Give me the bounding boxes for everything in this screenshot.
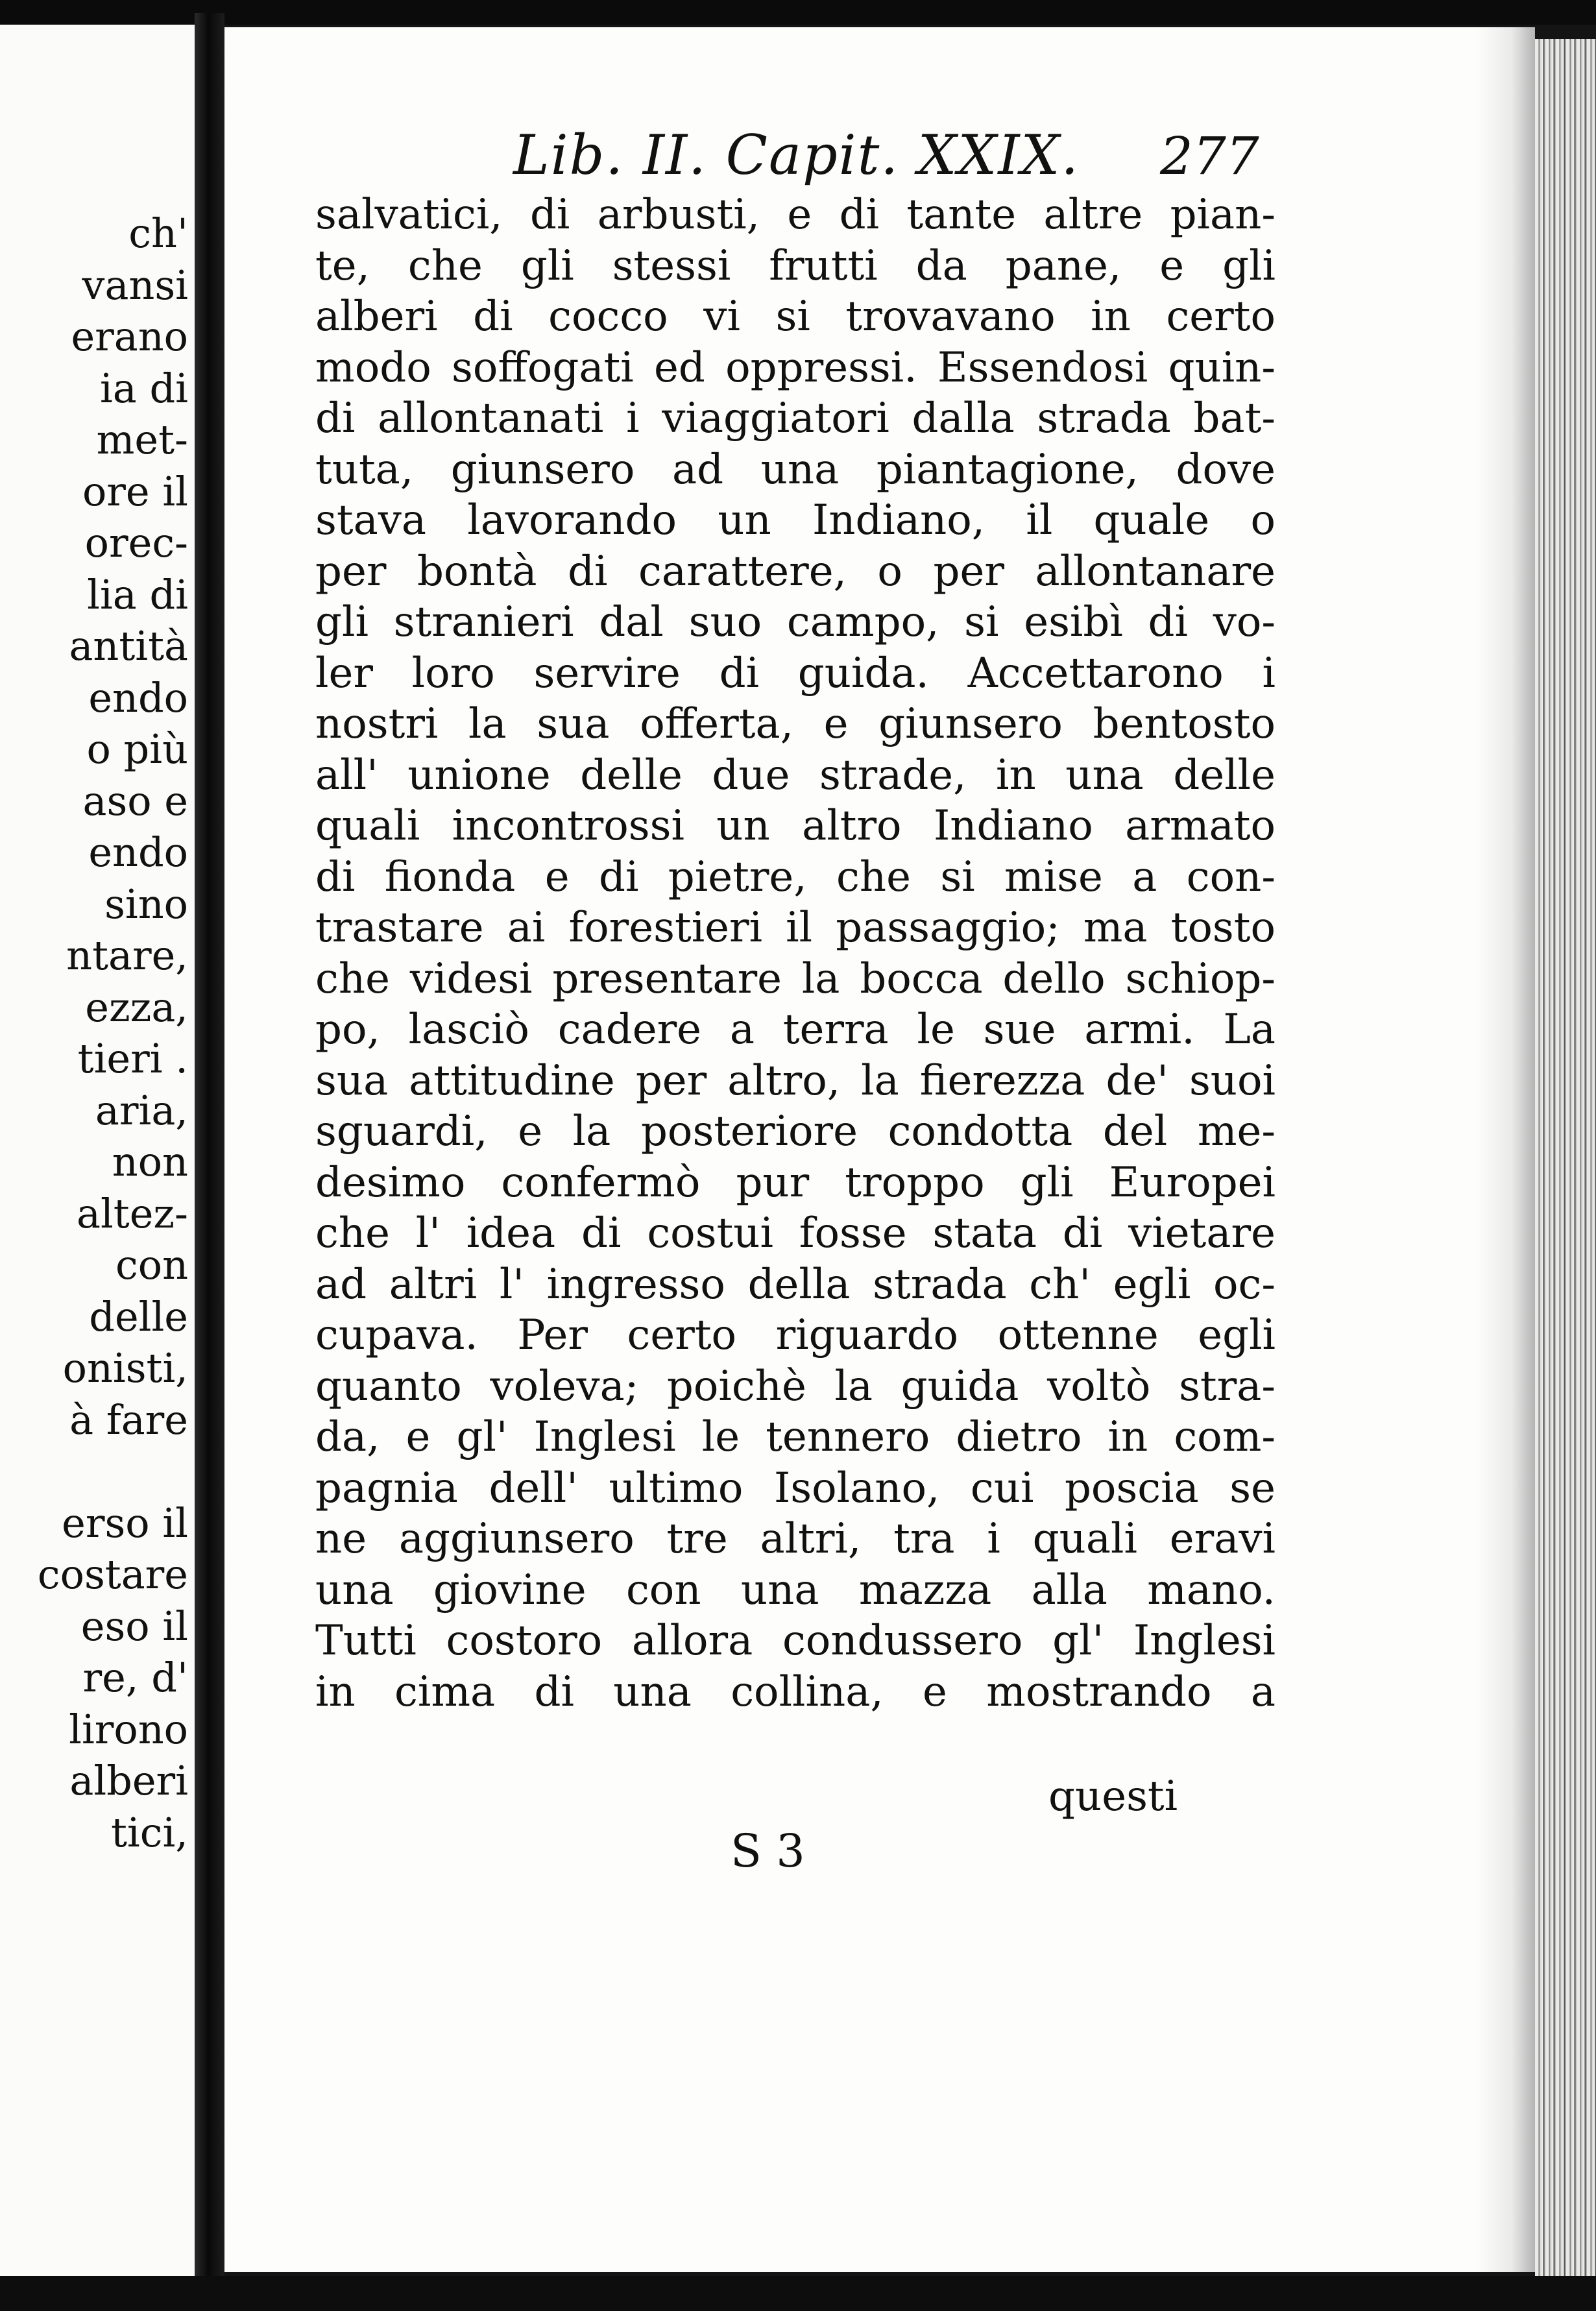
text-line: ad altri l' ingresso della strada ch' egli oc- xyxy=(315,1260,1276,1309)
previous-page xyxy=(0,25,195,2276)
previous-page-line-end: ezza, xyxy=(85,983,188,1031)
previous-page-line-end: re, d' xyxy=(82,1654,188,1701)
previous-page-line-end: ntare, xyxy=(66,932,188,979)
text-line: salvatici, di arbusti, e di tante altre pian- xyxy=(315,191,1276,239)
previous-page-line-end: eso il xyxy=(80,1602,188,1650)
previous-page-line-end: delle xyxy=(89,1292,188,1340)
text-line: tuta, giunsero ad una piantagione, dove xyxy=(315,445,1276,494)
previous-page-line-end: endo xyxy=(88,829,188,876)
previous-page-line-end: non xyxy=(112,1138,188,1185)
previous-page-line-end: sino xyxy=(104,880,188,928)
text-line: modo soffogati ed oppressi. Essendosi quin- xyxy=(315,343,1276,392)
previous-page-line-end: alberi xyxy=(69,1757,188,1804)
previous-page-line-end: aria, xyxy=(95,1086,188,1134)
catchword: questi xyxy=(1048,1773,1178,1821)
previous-page-line-end: à fare xyxy=(69,1396,188,1444)
previous-page-line-end: onisti, xyxy=(62,1344,188,1392)
text-line: sguardi, e la posteriore condotta del me- xyxy=(315,1107,1276,1156)
text-line: desimo confermò pur troppo gli Europei xyxy=(315,1158,1276,1207)
previous-page-line-end: aso e xyxy=(82,777,188,825)
previous-page-line-end: tici, xyxy=(110,1808,188,1856)
text-line: una giovine con una mazza alla mano. xyxy=(315,1566,1276,1614)
previous-page-line-ends xyxy=(0,208,188,1858)
current-page xyxy=(224,27,1535,2272)
text-line: po, lasciò cadere a terra le sue armi. La xyxy=(315,1006,1276,1054)
text-line: da, e gl' Inglesi le tennero dietro in com- xyxy=(315,1413,1276,1461)
previous-page-line-end: ia di xyxy=(99,364,188,412)
scan-top-edge xyxy=(0,0,1596,25)
previous-page-line-end: tieri . xyxy=(77,1035,188,1082)
page-body xyxy=(315,189,1276,1717)
text-line: quanto voleva; poichè la guida voltò stra- xyxy=(315,1362,1276,1410)
previous-page-line-end: met- xyxy=(96,416,188,463)
page-number: 277 xyxy=(1160,126,1259,186)
previous-page-line-end: vansi xyxy=(82,261,188,309)
text-line: in cima di una collina, e mostrando a xyxy=(315,1667,1276,1716)
text-line: gli stranieri dal suo campo, si esibì di vo- xyxy=(315,598,1276,646)
page-curl-shadow xyxy=(1477,27,1535,2272)
text-line: cupava. Per certo riguardo ottenne egli xyxy=(315,1311,1276,1359)
text-line: ler loro servire di guida. Accettarono i xyxy=(315,649,1276,697)
text-line: che l' idea di costui fosse stata di vietare xyxy=(315,1209,1276,1257)
previous-page-line-end: o più xyxy=(86,725,188,773)
previous-page-line-end: antità xyxy=(69,622,188,670)
text-line: di allontanati i viaggiatori dalla strada bat- xyxy=(315,394,1276,442)
book-gutter xyxy=(195,13,224,2297)
previous-page-line-end: endo xyxy=(88,673,188,721)
previous-page-line-end: lirono xyxy=(69,1705,188,1753)
previous-page-line-end: erano xyxy=(71,313,188,360)
previous-page-line-end: ore il xyxy=(82,467,188,515)
previous-page-line-end: con xyxy=(115,1241,188,1289)
previous-page-line-end: costare xyxy=(37,1551,188,1598)
text-line: pagnia dell' ultimo Isolano, cui poscia se xyxy=(315,1464,1276,1512)
signature-mark: S 3 xyxy=(731,1824,805,1878)
scan-bottom-edge xyxy=(0,2276,1596,2311)
text-line: Tutti costoro allora condussero gl' Inglesi xyxy=(315,1617,1276,1665)
text-line: che videsi presentare la bocca dello schiop- xyxy=(315,954,1276,1003)
text-line: per bontà di carattere, o per allontanare xyxy=(315,547,1276,596)
text-line: ne aggiunsero tre altri, tra i quali eravi xyxy=(315,1515,1276,1563)
text-line: quali incontrossi un altro Indiano armato xyxy=(315,802,1276,850)
text-line: stava lavorando un Indiano, il quale o xyxy=(315,496,1276,544)
running-head: Lib. II. Capit. XXIX. xyxy=(513,123,1080,187)
text-line: te, che gli stessi frutti da pane, e gli xyxy=(315,241,1276,290)
text-line: nostri la sua offerta, e giunsero bentosto xyxy=(315,700,1276,748)
previous-page-line-end: lia di xyxy=(87,570,188,618)
previous-page-line-end: erso il xyxy=(62,1499,188,1547)
text-line: trastare ai forestieri il passaggio; ma tosto xyxy=(315,904,1276,952)
previous-page-line-end: orec- xyxy=(84,519,188,566)
text-line: alberi di cocco vi si trovavano in certo xyxy=(315,293,1276,341)
previous-page-line-end: ch' xyxy=(128,210,188,257)
text-line: di fionda e di pietre, che si mise a con- xyxy=(315,853,1276,901)
previous-page-line-end xyxy=(0,1446,188,1497)
text-line: all' unione delle due strade, in una delle xyxy=(315,751,1276,799)
previous-page-line-end: altez- xyxy=(76,1189,188,1237)
text-line: sua attitudine per altro, la fierezza de' suoi xyxy=(315,1056,1276,1105)
page-edges xyxy=(1535,39,1596,2297)
